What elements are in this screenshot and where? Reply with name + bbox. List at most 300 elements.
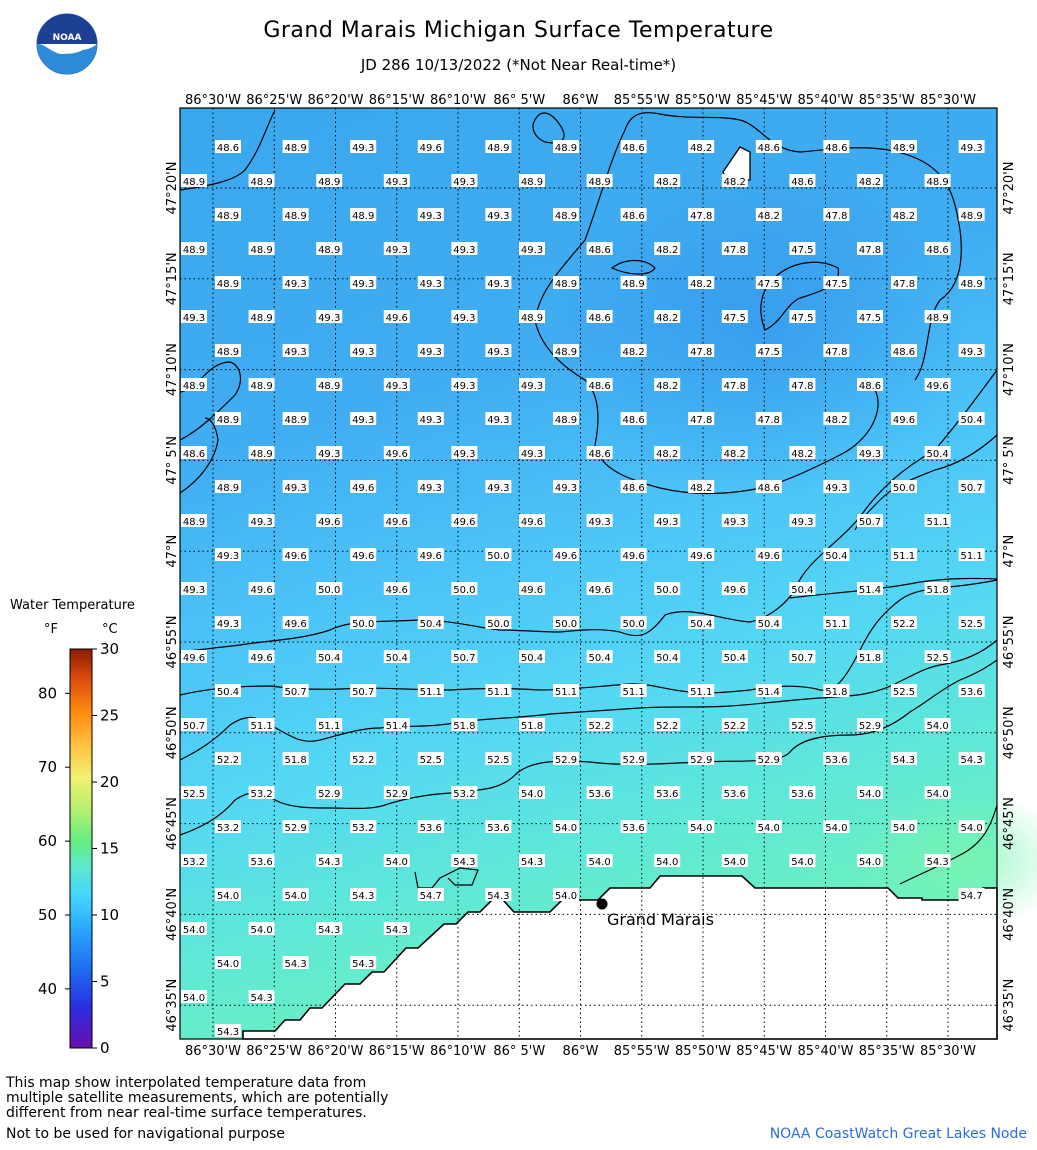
temp-value: 48.9 <box>250 449 273 460</box>
temp-value: 51.1 <box>419 687 442 698</box>
temp-value: 47.8 <box>690 211 713 222</box>
temp-value: 49.6 <box>385 517 408 528</box>
lat-label-right: 46°35'N <box>1002 978 1017 1032</box>
lon-label-bottom: 85°40'W <box>797 1044 854 1059</box>
temp-value: 52.5 <box>791 721 814 732</box>
temp-value: 54.0 <box>182 993 206 1004</box>
temp-value: 48.9 <box>960 211 983 222</box>
temp-value: 48.2 <box>656 381 679 392</box>
lat-label-left: 46°45'N <box>165 797 180 851</box>
temp-value: 53.2 <box>216 823 240 834</box>
temp-value: 48.6 <box>858 381 882 392</box>
temp-value: 52.2 <box>588 721 611 732</box>
temp-value: 49.3 <box>520 245 544 256</box>
legend-f-tick: 60 <box>38 832 58 851</box>
temp-value: 51.4 <box>858 585 882 596</box>
temp-value: 48.9 <box>960 279 983 290</box>
footer-node-credit: NOAA CoastWatch Great Lakes Node <box>769 1126 1027 1142</box>
temp-value: 53.2 <box>352 823 375 834</box>
temp-value: 51.8 <box>453 721 476 732</box>
temp-value: 54.0 <box>926 721 949 732</box>
lat-label-right: 47°N <box>1002 534 1017 568</box>
legend-c-tick: 30 <box>100 640 120 658</box>
lon-label-bottom: 86°10'W <box>429 1044 487 1059</box>
grand-marais-label: Grand Marais <box>607 910 714 929</box>
temp-value: 52.9 <box>858 721 882 732</box>
temp-value: 54.0 <box>960 823 983 834</box>
temp-value: 54.3 <box>960 755 983 766</box>
temp-value: 49.3 <box>858 449 882 460</box>
temp-value: 50.4 <box>960 415 983 426</box>
map-title: Grand Marais Michigan Surface Temperature <box>263 18 774 43</box>
temp-value: 48.6 <box>791 177 814 188</box>
legend-unit-c: °C <box>102 622 118 637</box>
temp-value: 48.9 <box>318 381 341 392</box>
temp-value: 49.6 <box>622 551 645 562</box>
temp-value: 52.9 <box>318 789 341 800</box>
footer-note-3: different from near real-time surface temperatures. <box>6 1105 367 1121</box>
lon-label-top: 85°55'W <box>613 93 670 108</box>
temp-value: 48.2 <box>892 211 916 222</box>
temp-value: 54.0 <box>588 857 611 868</box>
temp-value: 48.9 <box>318 245 341 256</box>
temp-value: 48.6 <box>892 347 916 358</box>
temp-value: 48.9 <box>216 279 240 290</box>
temp-value: 51.4 <box>757 687 780 698</box>
temp-value: 49.6 <box>284 619 307 630</box>
temp-value: 51.1 <box>690 687 713 698</box>
lon-label-top: 86°30'W <box>184 93 242 108</box>
temp-value: 47.5 <box>757 279 780 290</box>
temp-value: 54.0 <box>757 823 780 834</box>
temp-value: 49.3 <box>588 517 611 528</box>
footer-note-1: This map show interpolated temperature data from <box>6 1075 367 1091</box>
lon-label-top: 85°50'W <box>674 93 732 108</box>
temp-value: 48.6 <box>588 381 611 392</box>
lon-label-top: 86°25'W <box>246 93 303 108</box>
temp-value: 54.0 <box>520 789 544 800</box>
temp-value: 49.6 <box>453 517 476 528</box>
temp-value: 51.1 <box>926 517 949 528</box>
temp-value: 54.0 <box>892 823 916 834</box>
temp-value: 48.9 <box>352 211 375 222</box>
lon-label-bottom: 85°35'W <box>858 1044 915 1059</box>
temp-value: 54.3 <box>352 891 375 902</box>
temp-value: 48.9 <box>622 279 645 290</box>
temp-value: 49.3 <box>182 585 206 596</box>
temp-value: 48.2 <box>825 415 848 426</box>
temp-value: 48.6 <box>622 415 645 426</box>
legend-f-tick: 40 <box>38 979 58 998</box>
temp-value: 48.6 <box>622 211 645 222</box>
temp-value: 47.5 <box>791 313 814 324</box>
temp-value: 49.3 <box>960 143 983 154</box>
temp-value: 48.2 <box>656 449 679 460</box>
legend-c-tick: 25 <box>100 706 120 725</box>
temp-value: 52.9 <box>757 755 780 766</box>
temp-value: 47.8 <box>858 245 882 256</box>
temp-value: 54.3 <box>892 755 916 766</box>
temp-value: 52.5 <box>419 755 442 766</box>
lat-label-left: 47°N <box>165 534 180 568</box>
temp-value: 48.9 <box>216 483 240 494</box>
temp-value: 48.2 <box>723 449 746 460</box>
lat-label-right: 47°15'N <box>1002 252 1017 306</box>
temp-value: 49.3 <box>352 143 375 154</box>
temp-value: 48.6 <box>182 449 206 460</box>
temp-value: 47.8 <box>723 245 746 256</box>
left-latitude-labels <box>165 162 180 1032</box>
temp-value: 53.6 <box>250 857 273 868</box>
temp-value: 48.9 <box>926 177 949 188</box>
temp-value: 47.5 <box>825 279 848 290</box>
temp-value: 53.6 <box>622 823 645 834</box>
lon-label-top: 86°15'W <box>368 93 425 108</box>
lon-label-bottom: 85°45'W <box>736 1044 793 1059</box>
lon-label-bottom: 86°20'W <box>307 1044 364 1059</box>
temp-value: 49.6 <box>284 551 307 562</box>
temp-value: 48.6 <box>757 143 780 154</box>
footer-note-2: multiple satellite measurements, which are potentially <box>6 1090 389 1106</box>
temp-value: 48.9 <box>554 279 578 290</box>
temp-value: 52.2 <box>892 619 916 630</box>
temp-value: 47.8 <box>690 415 713 426</box>
temp-value: 48.2 <box>622 347 645 358</box>
temp-value: 54.0 <box>182 925 206 936</box>
temp-value: 50.0 <box>487 551 510 562</box>
temp-value: 49.6 <box>892 415 916 426</box>
temp-value: 49.6 <box>588 585 611 596</box>
temp-value: 48.9 <box>318 177 341 188</box>
temp-value: 49.3 <box>352 347 375 358</box>
temp-value: 51.1 <box>622 687 645 698</box>
temp-value: 50.0 <box>622 619 645 630</box>
temp-value: 49.6 <box>554 551 578 562</box>
temp-value: 51.1 <box>487 687 510 698</box>
temp-value: 53.2 <box>182 857 206 868</box>
temp-value: 53.6 <box>487 823 510 834</box>
temp-value: 54.7 <box>960 891 983 902</box>
temp-value: 54.0 <box>250 925 273 936</box>
legend-f-tick: 50 <box>38 906 58 924</box>
temp-value: 52.5 <box>182 789 206 800</box>
temp-value: 52.2 <box>216 755 240 766</box>
temp-value: 49.3 <box>419 279 442 290</box>
temp-value: 48.2 <box>791 449 814 460</box>
legend-c-tick: 20 <box>100 773 120 791</box>
lon-label-top: 86°20'W <box>307 93 364 108</box>
temp-value: 49.3 <box>554 483 578 494</box>
temp-value: 51.8 <box>284 755 307 766</box>
temp-value: 48.9 <box>250 381 273 392</box>
temp-value: 54.3 <box>318 925 341 936</box>
temp-value: 50.7 <box>858 517 882 528</box>
temp-value: 50.4 <box>757 619 780 630</box>
temp-value: 53.6 <box>656 789 679 800</box>
temp-value: 52.2 <box>352 755 375 766</box>
temp-value: 48.6 <box>825 143 848 154</box>
temp-value: 51.8 <box>520 721 544 732</box>
temp-value: 47.5 <box>791 245 814 256</box>
temp-value: 48.9 <box>520 177 544 188</box>
temp-value: 54.0 <box>858 789 882 800</box>
legend-c-tick: 10 <box>100 906 120 924</box>
temp-value: 53.6 <box>723 789 746 800</box>
temp-value: 49.6 <box>723 585 746 596</box>
temp-value: 48.2 <box>690 483 713 494</box>
temp-value: 49.3 <box>825 483 848 494</box>
temp-value: 50.0 <box>892 483 916 494</box>
temp-value: 54.0 <box>554 891 578 902</box>
temp-value: 49.6 <box>690 551 713 562</box>
lon-label-bottom: 86°W <box>562 1044 599 1059</box>
temp-value: 51.1 <box>960 551 983 562</box>
temp-value: 54.0 <box>284 891 307 902</box>
temp-value: 48.9 <box>554 211 578 222</box>
temp-value: 48.9 <box>892 143 916 154</box>
temp-value: 50.4 <box>926 449 949 460</box>
temp-value: 51.1 <box>892 551 916 562</box>
temp-value: 50.7 <box>284 687 307 698</box>
temp-value: 49.6 <box>352 551 375 562</box>
temp-value: 49.3 <box>487 483 510 494</box>
temp-value: 48.9 <box>182 245 206 256</box>
footer-nav-disclaimer: Not to be used for navigational purpose <box>6 1126 285 1142</box>
temp-value: 52.9 <box>690 755 713 766</box>
temp-value: 54.3 <box>453 857 476 868</box>
temp-value: 50.4 <box>419 619 442 630</box>
temp-value: 48.2 <box>723 177 746 188</box>
temp-value: 49.3 <box>453 245 476 256</box>
temp-value: 49.6 <box>520 517 544 528</box>
top-longitude-labels <box>185 93 976 108</box>
temp-value: 49.3 <box>487 347 510 358</box>
temp-value: 49.3 <box>419 211 442 222</box>
temp-value: 50.0 <box>352 619 375 630</box>
temp-value: 50.7 <box>960 483 983 494</box>
lon-label-bottom: 85°55'W <box>613 1044 670 1059</box>
temp-value: 52.9 <box>554 755 578 766</box>
temp-value: 48.9 <box>182 381 206 392</box>
temp-value: 53.6 <box>791 789 814 800</box>
temp-value: 49.6 <box>419 551 442 562</box>
temp-value: 48.2 <box>656 313 679 324</box>
temp-value: 51.1 <box>250 721 273 732</box>
legend-f-tick: 80 <box>38 684 58 703</box>
temp-value: 50.7 <box>182 721 206 732</box>
temp-value: 48.9 <box>588 177 611 188</box>
bottom-longitude-labels <box>185 1044 976 1059</box>
lat-label-left: 47° 5'N <box>165 436 180 485</box>
temp-value: 49.6 <box>385 585 408 596</box>
lon-label-top: 85°30'W <box>919 93 977 108</box>
temp-value: 49.3 <box>385 177 408 188</box>
temp-value: 51.8 <box>926 585 949 596</box>
temp-value: 50.4 <box>216 687 240 698</box>
temp-value: 49.3 <box>352 415 375 426</box>
legend-c-tick: 5 <box>100 972 110 991</box>
temp-value: 52.9 <box>622 755 645 766</box>
temp-value: 53.6 <box>588 789 611 800</box>
temp-value: 52.5 <box>926 653 949 664</box>
temp-value: 54.3 <box>385 925 408 936</box>
temp-value: 50.7 <box>352 687 375 698</box>
temp-value: 54.3 <box>284 959 307 970</box>
temp-value: 49.3 <box>487 279 510 290</box>
temp-value: 50.4 <box>690 619 713 630</box>
temp-value: 51.1 <box>318 721 341 732</box>
temp-value: 54.3 <box>487 891 510 902</box>
temp-value: 54.3 <box>318 857 341 868</box>
temp-value: 50.4 <box>520 653 544 664</box>
legend-colorbar <box>70 649 92 1048</box>
lat-label-right: 47°20'N <box>1002 161 1017 215</box>
temp-value: 48.2 <box>656 177 679 188</box>
lat-label-right: 47° 5'N <box>1002 436 1017 485</box>
temp-value: 49.3 <box>352 279 375 290</box>
temp-value: 49.3 <box>419 347 442 358</box>
temp-value: 49.3 <box>453 381 476 392</box>
lat-label-left: 46°55'N <box>165 615 180 669</box>
temp-value: 48.9 <box>284 143 307 154</box>
temp-value: 48.6 <box>216 143 240 154</box>
legend-f-tick: 70 <box>38 758 58 777</box>
temp-value: 49.3 <box>723 517 746 528</box>
lon-label-top: 86°W <box>562 93 599 108</box>
temp-value: 48.9 <box>554 415 578 426</box>
temp-value: 49.3 <box>453 449 476 460</box>
temp-value: 47.5 <box>757 347 780 358</box>
temp-value: 48.6 <box>926 245 949 256</box>
lat-label-right: 46°45'N <box>1002 797 1017 851</box>
temp-value: 48.9 <box>926 313 949 324</box>
lon-label-bottom: 85°50'W <box>674 1044 732 1059</box>
lon-label-bottom: 86°15'W <box>368 1044 425 1059</box>
temp-value: 54.0 <box>791 857 814 868</box>
lon-label-top: 85°45'W <box>736 93 793 108</box>
temp-value: 48.9 <box>250 313 273 324</box>
temp-value: 49.3 <box>284 347 307 358</box>
temp-value: 50.4 <box>791 585 814 596</box>
temp-value: 53.2 <box>250 789 273 800</box>
temp-value: 54.0 <box>216 959 240 970</box>
temp-value: 48.2 <box>690 279 713 290</box>
temp-value: 52.9 <box>385 789 408 800</box>
temp-value: 48.9 <box>520 313 544 324</box>
lat-label-right: 46°40'N <box>1002 887 1017 941</box>
temp-value: 51.8 <box>825 687 848 698</box>
temp-value: 49.3 <box>960 347 983 358</box>
lat-label-left: 47°20'N <box>165 161 180 215</box>
temp-value: 53.6 <box>419 823 442 834</box>
temp-value: 54.3 <box>250 993 273 1004</box>
temp-value: 53.6 <box>825 755 848 766</box>
temp-value: 54.0 <box>858 857 882 868</box>
temp-value: 47.8 <box>757 415 780 426</box>
temp-value: 49.3 <box>385 381 408 392</box>
temp-value: 50.7 <box>791 653 814 664</box>
temp-value: 49.3 <box>250 517 273 528</box>
temp-value: 48.6 <box>588 449 611 460</box>
legend-c-tick: 0 <box>100 1039 110 1057</box>
temp-value: 52.2 <box>656 721 679 732</box>
temp-value: 49.6 <box>250 585 273 596</box>
temp-value: 48.6 <box>622 143 645 154</box>
legend-title: Water Temperature <box>10 598 135 613</box>
temp-value: 48.2 <box>757 211 780 222</box>
legend-unit-f: °F <box>44 622 58 637</box>
temp-value: 49.6 <box>352 483 375 494</box>
grand-marais-marker <box>597 899 608 910</box>
temp-value: 54.7 <box>419 891 442 902</box>
temp-value: 48.9 <box>216 211 240 222</box>
temp-value: 49.3 <box>487 211 510 222</box>
temp-value: 54.3 <box>520 857 544 868</box>
lon-label-bottom: 86° 5'W <box>493 1044 546 1059</box>
temp-value: 50.0 <box>453 585 476 596</box>
temp-value: 47.8 <box>825 211 848 222</box>
temp-value: 51.4 <box>385 721 408 732</box>
temp-value: 54.0 <box>216 891 240 902</box>
right-latitude-labels <box>1002 162 1017 1032</box>
temp-value: 50.0 <box>656 585 679 596</box>
temp-value: 49.3 <box>419 415 442 426</box>
temp-value: 49.3 <box>284 279 307 290</box>
legend-c-tick: 15 <box>100 839 120 858</box>
temp-value: 50.4 <box>588 653 611 664</box>
lat-label-right: 46°50'N <box>1002 706 1017 760</box>
temp-value: 48.9 <box>182 177 206 188</box>
lat-label-left: 46°50'N <box>165 706 180 760</box>
temp-value: 49.3 <box>385 245 408 256</box>
temp-value: 49.3 <box>656 517 679 528</box>
temp-value: 49.6 <box>926 381 949 392</box>
svg-text:NOAA: NOAA <box>52 33 82 43</box>
temp-value: 49.3 <box>453 177 476 188</box>
temp-value: 54.3 <box>216 1027 240 1038</box>
temp-value: 48.6 <box>622 483 645 494</box>
temp-value: 54.0 <box>825 823 848 834</box>
temp-value: 50.7 <box>453 653 476 664</box>
temp-value: 49.3 <box>216 619 240 630</box>
lon-label-bottom: 85°30'W <box>919 1044 977 1059</box>
map-subtitle: JD 286 10/13/2022 (*Not Near Real-time*) <box>360 56 677 74</box>
temp-value: 48.9 <box>554 347 578 358</box>
temp-value: 54.0 <box>690 823 713 834</box>
lon-label-top: 86° 5'W <box>493 93 546 108</box>
temp-value: 49.6 <box>419 143 442 154</box>
temp-value: 53.6 <box>960 687 983 698</box>
lon-label-top: 85°40'W <box>797 93 854 108</box>
temp-value: 49.3 <box>453 313 476 324</box>
lon-label-top: 85°35'W <box>858 93 915 108</box>
temp-value: 49.3 <box>791 517 814 528</box>
temp-value: 51.1 <box>554 687 578 698</box>
temp-value: 49.6 <box>757 551 780 562</box>
temp-value: 49.6 <box>318 517 341 528</box>
lat-label-left: 47°10'N <box>165 343 180 397</box>
temp-value: 54.3 <box>352 959 375 970</box>
temp-value: 50.4 <box>656 653 679 664</box>
temp-value: 49.6 <box>182 653 206 664</box>
temp-value: 49.6 <box>250 653 273 664</box>
temp-value: 47.8 <box>825 347 848 358</box>
temp-value: 48.9 <box>182 517 206 528</box>
temp-value: 50.0 <box>318 585 341 596</box>
temp-value: 54.0 <box>926 789 949 800</box>
temp-value: 49.6 <box>385 449 408 460</box>
temp-value: 49.3 <box>520 449 544 460</box>
